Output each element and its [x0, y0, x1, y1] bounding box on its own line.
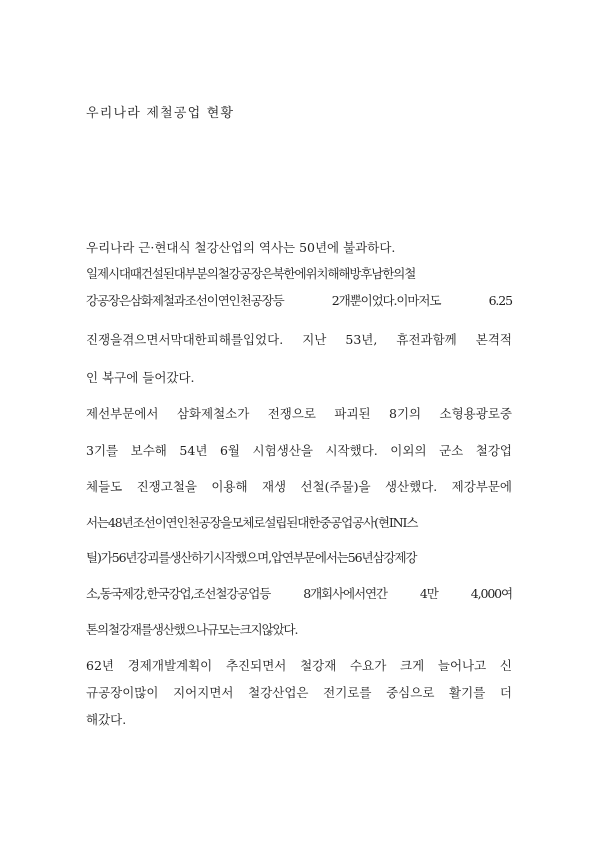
- body-line-8: 체들도 진쟁고철을 이용해 재생 선철(주물)을 생산했다. 제강부문에: [86, 479, 512, 494]
- body-line-3: 강공장은삼화제철과조선이연인천공장등 2개뿐이었다.이마저도 6.25: [86, 293, 512, 308]
- body-line-7: 3기를 보수해 54년 6월 시험생산을 시작했다. 이외의 군소 철강업: [86, 443, 512, 458]
- body-line-11: 소,동국제강,한국강업,조선철강공업등 8개회사에서연간 4만 4,000여: [86, 586, 512, 601]
- body-line-13: 62년 경제개발계획이 추진되면서 철강재 수요가 크게 늘어나고 신: [86, 658, 512, 673]
- body-line-10: 틸)가56년강괴를생산하기시작했으며,압연부문에서는56년삼강제강: [86, 550, 417, 565]
- body-line-5: 인 복구에 들어갔다.: [86, 370, 195, 385]
- body-line-14: 규공장이많이 지어지면서 철강산업은 전기로를 중심으로 활기를 더: [86, 685, 512, 700]
- body-line-2: 일제시대때건설된대부분의철강공장은북한에위치해해방후남한의철: [86, 266, 416, 281]
- body-line-1: 우리나라 근·현대식 철강산업의 역사는 50년에 불과하다.: [86, 240, 396, 255]
- body-line-9: 서는48년조선이연인천공장을모체로설립된대한중공업공사(현INI스: [86, 515, 418, 530]
- body-line-12: 톤의철강재를생산했으나규모는크지않았다.: [86, 622, 298, 637]
- body-line-6: 제선부문에서 삼화제철소가 전쟁으로 파괴된 8기의 소형용광로중: [86, 406, 512, 421]
- document-title: 우리나라 제철공업 현황: [86, 106, 235, 121]
- body-line-15: 해갔다.: [86, 712, 127, 727]
- body-line-4: 진쟁을겪으면서막대한피해를입었다. 지난 53년, 휴전과함께 본격적: [86, 332, 512, 347]
